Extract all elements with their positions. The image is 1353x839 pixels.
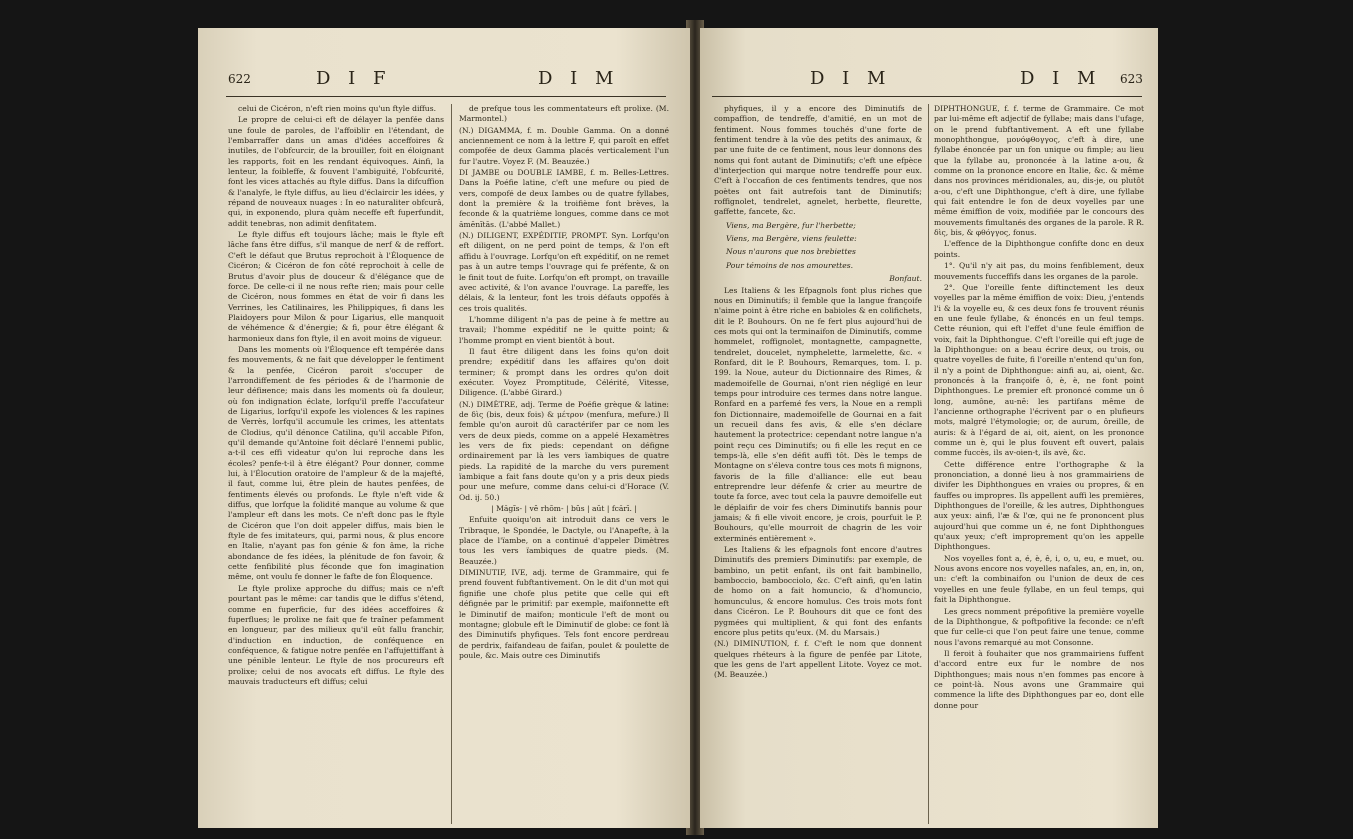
paragraph: L'effence de la Diphthongue confifte donc en deux points. [934,239,1144,259]
right-page [700,28,1158,828]
paragraph: Nous n'aurons que nos brebiettes [726,247,856,257]
paragraph: Les Italiens & les efpagnols font encore d'autres Diminutifs des premiers Diminutifs: par exemple, de bambino, un petit enfant, ils ont fait bambinello, bamboccio, bambocciolo, &c. C'eft ainfi, qu'en latin de homo on a fait homuncio, & d'homuncio, homunculus, & encore homulus. Ces trois mots font dans Cicéron. Le P. Bouhours dit que ce font des pygmées qui multiplient, & qui font des enfants encore plus petits qu'eux. (M. du Marsais.) [714,545,922,637]
paragraph: DI JAMBE ou DOUBLE IAMBE, f. m. Belles-Lettres. Dans la Poéfie latine, c'eft une mefure ou pied de vers, compofé de deux Iambes ou de quatre fyllabes, dont la première & la troifième font brèves, la feconde & la quatrième longues, comme dans ce mot ămēnĭtās. (L'abbé Mallet.) [459,168,669,229]
paragraph: DIPHTHONGUE, f. f. terme de Grammaire. Ce mot par lui-même eft adjectif de fyllabe; mais dans l'ufage, on le prend fubftantivement. A eft une fyllabe monophthongue, μονόφθογγος, c'eft à dire, une fyllabe énoncée par un fon unique ou fimple; au lieu que la fyllabe au, prononcée à la latine a-ou, & comme on la prononce encore en Italie, &c. & même dans nos provinces méridionales, au, dis-je, ou plutôt a-ou, c'eft une Diphthongue, c'eft à dire, une fyllabe qui fait entendre le fon de deux voyelles par une même émiffion de voix, modifiée par le concours des mouvements fimultanés des organes de la parole. R R. δὶς, bis, & φθόγγος, fonus. [934,104,1144,238]
paragraph: 2°. Que l'oreille fente diftinctement les deux voyelles par la même émiffion de voix: Dieu, j'entends l'i & la voyelle eu, & ces deux fons fe trouvent réunis en une feule fyllabe, & énoncés en un feul temps. Cette réunion, qui eft l'effet d'une feule émiffion de voix, fait la Diphthongue. C'eft l'oreille qui eft juge de la Diphthongue: on a beau écrire deux, ou trois, ou quatre voyelles de fuite, fi l'oreille n'entend qu'un fon, il n'y a point de Diphthongue: ainfi au, ai, oient, &c. prononcés à la françoife ô, è, è, ne font point Diphthongues. Le premier eft prononcé comme un ô long, aumône, au-nē: les partifans même de l'ancienne orthographe l'écrivent par o en plufieurs mots, malgré l'étymologie; or, de aurum, ôreille, de auris: & à l'égard de ai, oit, aient, on les prononce comme un è, qui le plus fouvent eft ouvert, palais comme fuccès, ils av-oien-t, ils avè, &c. [934,282,1144,458]
paragraph: DIMINUTIF, IVE, adj. terme de Grammaire, qui fe prend fouvent fubftantivement. On le dit d'un mot qui fignifie une chofe plus petite que celle qui eft défignée par le primitif: par exemple, maifonnette eft le Diminutif de maifon; monticule l'eft de mont ou montagne; globule eft le Diminutif de globe: ce font là des Diminutifs phyfiques. Tels font encore perdreau de perdrix, faifandeau de faifan, poulet & poulette de poule, &c. Mais outre ces Diminutifs [459,568,669,660]
column-divider-left [451,104,452,824]
paragraph: Cette différence entre l'orthographe & la prononciation, a donné lieu à nos grammairiens de divifer les Diphthongues en vraies ou propres, & en fauffes ou impropres. Ils appellent auffi les premières, Diphthongues de l'oreille, & les autres, Diphthongues aux yeux: ainfi, l'æ & l'œ, qui ne fe prononcent plus aujourd'hui que comme un é, ne font Diphthongues qu'aux yeux; c'eft improprement qu'on les appelle Diphthongues. [934,459,1144,552]
page-number-left: 622 [228,72,251,86]
paragraph: Viens, ma Bergère, viens feulette: [726,234,857,244]
paragraph: Pour témoins de nos amourettes. [726,260,854,270]
column-divider-right [928,104,929,824]
paragraph: Les Italiens & les Efpagnols font plus riches que nous en Diminutifs; il femble que la langue françoife n'aime point à être riche en babioles & en colifichets, dit le P. Bouhours. On ne fe fert plus aujourd'hui de ces mots qui ont la terminaifon de Diminutifs, comme hommelet, roffignolet, montagnette, campagnette, tendrelet, doucelet, nymphelette, larmelette, &c. « Ronfard, dit le P. Bouhours, Remarques, tom. I. p. 199. la Noue, auteur du Dictionnaire des Rimes, & mademoifelle de Gournai, n'ont rien négligé en leur temps pour introduire ces termes dans notre langue. Ronfard en a parfemé fes vers, la Noue en a rempli fon Dictionnaire, mademoifelle de Gournai en a fait un recueil dans fes avis, & elle s'en déclare hautement la protectrice: cependant notre langue n'a point reçu ces Diminutifs; ou fi elle les reçut en ce temps-là, elle s'en défit auffi tôt. Dès le temps de Montagne on s'éleva contre tous ces mots fi mignons, favoris de la fille d'alliance: elle eut beau entreprendre leur défenfe & crier au meurtre de toute fa force, avec tout cela la pauvre demoifelle eut le déplaifir de voir fes chers Diminutifs bannis pour jamais; & fi elle vivoit encore, je crois, pourfuit le P. Bouhours, qu'elle mourroit de chagrin de les voir exterminés entièrement ». [714,285,922,543]
running-head-right-1: D I M [810,68,892,89]
paragraph: de prefque tous les commentateurs eft prolixe. (M. Marmontel.) [459,104,669,124]
paragraph: Le propre de celui-ci eft de délayer la penfée dans une foule de paroles, de l'affoiblir en l'étendant, de l'embarraffer dans un amas d'idées acceffoires & inutiles, de l'obfcurcir, de la brouiller, foit en éloignant les rapports, foit en les rendant équivoques. Ainfi, la lenteur, la foibleffe, & fouvent l'ambiguité, l'obfcurité, font les vices attachés au ftyle diffus. Dans la difcuffion & l'analyfe, le ftyle diffus, au lieu d'éclaircir les idées, y répand de nouveaux nuages : In eo naturaliter obfcurâ, qui, in exponendo, plura quàm neceffe eft fuperfundit, addit tenebras, non adimit denfitatem. [228,115,444,228]
paragraph: Bonfaut. [889,274,922,284]
paragraph: Il faut être diligent dans les foins qu'on doit prendre; expéditif dans les affaires qu'on doit terminer; & prompt dans les ordres qu'on doit exécuter. Voyez Promptitude, Célérité, Vitesse, Diligence. (L'abbé Girard.) [459,346,669,398]
page-number-right: 623 [1120,72,1143,86]
paragraph: celui de Cicéron, n'eft rien moins qu'un ftyle diffus. [238,104,437,113]
running-head-right-2: D I M [1020,68,1102,89]
paragraph: Enfuite quoiqu'on ait introduit dans ce vers le Tribraque, le Spondée, le Dactyle, ou l'Anapefte, à la place de l'ïambe, on a continué d'appeler Dimètres tous les vers ïambiques de quatre pieds. (M. Beauzée.) [459,515,669,566]
left-page [198,28,690,828]
header-rule-right [712,96,1142,97]
paragraph: 1°. Qu'il n'y ait pas, du moins fenfiblement, deux mouvements fucceffifs dans les organes de la parole. [934,261,1144,281]
paragraph: (N.) DILIGENT, EXPÉDITIF, PROMPT. Syn. Lorfqu'on eft diligent, on ne perd point de temps, & l'on eft affidu à l'ouvrage. Lorfqu'on eft expéditif, on ne remet pas à un autre temps l'ouvrage qui fe préfente, & on le finit tout de fuite. Lorfqu'on eft prompt, on travaille avec activité, & l'on avance l'ouvrage. La pareffe, les délais, & la lenteur, font les trois défauts oppofés à ces trois qualités. [459,231,669,313]
paragraph: (N.) DIMINUTION, f. f. C'eft le nom que donnent quelques rhéteurs à la figure de penfée par Litote, que les gens de l'art appellent Litote. Voyez ce mot. (M. Beauzée.) [714,639,922,680]
paragraph: Le ftyle diffus eft toujours lâche; mais le ftyle eft lâche fans être diffus, s'il manque de nerf & de reffort. C'eft le défaut que Brutus reprochoit à l'Éloquence de Cicéron; & Cicéron de fon côté reprochoit à celle de Brutus d'avoir plus de douceur & d'élégance que de force. De celle-ci il ne nous refte rien; mais pour celle de Cicéron, nous fommes en état de voir fi dans les Verrines, les Catilinaires, les Philippiques, fi dans les Plaidoyers pour Milon & pour Ligarius, elle manquoit de véhémence & d'énergie; & fi, pour être élégant & harmonieux dans fon ftyle, il en avoit moins de vigueur. [228,230,444,343]
paragraph: (N.) DIGAMMA, f. m. Double Gamma. On a donné anciennement ce nom à la lettre F, qui paroît en effet compofée de deux Gamma placés verticalement l'un fur l'autre. Voyez F. (M. Beauzée.) [459,125,669,166]
left-column-1 [228,104,444,688]
paragraph: Dans les moments où l'Éloquence eft tempérée dans fes mouvements, & ne fait que développer le fentiment & la penfée, Cicéron paroit s'occuper de l'arrondiffement de fes périodes & de l'harmonie de leur défінence; mais dans les moments où fa douleur, où fon indignation éclate, lorfqu'il preffe l'accufateur de Ligarius, lorfqu'il expofe les violences & les rapines de Verrès, lorfqu'il accumule les crimes, les attentats de Clodius, qu'il dénonce Catilina, qu'il accable Pifon, qu'il demande qu'Antoine foit déclaré l'ennemi public, a-t-il ces effi videatur qu'on lui reproche dans les écoles? penfe-t-il à être élégant? Pour donner, comme lui, à l'Élocution oratoire de l'ampleur & de la majefté, il faut, comme lui, être plein de hautes penfées, de fentiments élevés ou profonds. Le ftyle n'eft vide & diffus, que lorfque la folidité manque au volume & que l'ampleur eft dans les mots. Ce n'eft donc pas le ftyle de Cicéron que l'on doit appeler diffus, mais bien le ftyle de fes imitateurs, qui, parmi nous, & plus encore en Italie, n'ayant pas fon génie & fon âme, la riche abondance de fes idées, la plénitude de fon favoir, & cette fenfibilité plus féconde que fon imagination même, ont voulu fe donner le fafte de fon Éloquence. [228,344,444,582]
running-head-left-2: D I M [538,68,620,89]
paragraph: Le ftyle prolixe approche du diffus; mais ce n'eft pourtant pas le même: car tandis que le diffus s'étend, comme en fuperficie, fur des idées acceffoires & fuperflues; le prolixe ne fait que fe traîner pefamment en longueur, par des milieux qu'il eût fallu franchir, d'induction en induction, de conféquence en conféquence, & fatigue notre penfée en l'affujettiffant à une pénible lenteur. Le ftyle de nos procureurs eft prolixe; celui de nos avocats eft diffus. Le ftyle des mauvais traducteurs eft diffus; celui [228,583,444,686]
right-column-2 [934,104,1144,712]
paragraph: Nos voyelles font a, é, è, ê, i, o, u, eu, e muet, ou. Nous avons encore nos voyelles nafales, an, en, in, on, un: c'eft la combinaifon ou l'union de deux de ces voyelles en une feule fyllabe, en un feul temps, qui fait la Diphthongue. [934,553,1144,605]
paragraph: L'homme diligent n'a pas de peine à fe mettre au travail; l'homme expéditif ne le quitte point; & l'homme prompt en vient bientôt à bout. [459,314,669,345]
paragraph: phyfiques, il y a encore des Diminutifs de compaffion, de tendreffe, d'amitié, en un mot de fentiment. Nous fommes touchés d'une forte de fentiment tendre à la vûe des petits des animaux, & par une fuite de ce fentiment, nous leur donnons des noms qui font autant de Diminutifs; c'eft une efpèce d'interjection qui marque notre tendreffe pour eux. C'eft à l'occafion de ces fentiments tendres, que nos poètes ont fait autrefois tant de Diminutifs; roffignolet, tendrelet, agnelet, herbette, fleurette, gaffette, fancete, &c. [714,104,922,217]
paragraph: Viens, ma Bergère, fur l'herbette; [726,220,856,230]
paragraph: Les grecs nomment prépofitive la première voyelle de la Diphthongue, & poftpofitive la feconde: ce n'eft que fur celle-ci que l'on peut faire une tenue, comme nous l'avons remarqué au mot Consonne. [934,606,1144,647]
paragraph: Il feroit à fouhaiter que nos grammairiens fuffent d'accord entre eux fur le nombre de nos Diphthongues; mais nous n'en fommes pas encore à ce point-là. Nous avons une Grammaire qui commence la lifte des Diphthongues par eo, dont elle donne pour [934,648,1144,710]
right-column-1 [714,104,922,682]
paragraph: | Măgĭs- | vĕ rhŏm- | bŭs | aūt | fcărī. | [491,504,637,514]
running-head-left-1: D I F [316,68,392,89]
paragraph: (N.) DIMÈTRE, adj. Terme de Poéfie grèque & latine: de δὶς (bis, deux fois) & μέτρον (menfura, mefure.) Il femble qu'on auroit dû caractérifer par ce nom les vers de deux pieds, comme on a appelé Hexamètres les vers de fix pieds: cependant on défigne ordinairement par là les vers ïambiques de quatre pieds. La rapidité de la marche du vers purement ïambique a fait fans doute qu'on y a pris deux pieds pour une mefure, comme dans celui-ci d'Horace (V. Od. ij. 50.) [459,399,669,502]
left-column-2 [459,104,669,662]
header-rule-left [226,96,666,97]
